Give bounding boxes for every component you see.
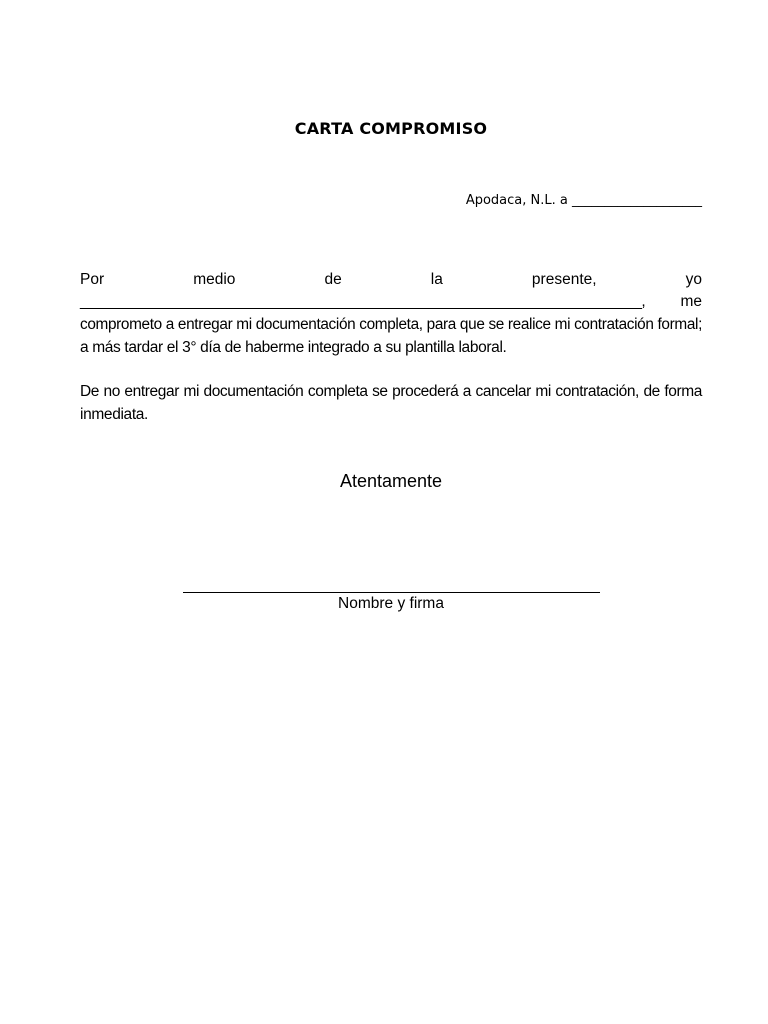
paragraph-line-1 xyxy=(80,269,702,291)
word: medio xyxy=(193,271,236,288)
paragraph-line-4: a más tardar el 3° día de haberme integrado a su plantilla laboral. xyxy=(80,339,507,356)
word: me xyxy=(680,293,702,310)
commitment-paragraph xyxy=(80,269,702,359)
signature-label: Nombre y firma xyxy=(338,595,444,612)
word: de xyxy=(324,271,342,288)
document-title: CARTA COMPROMISO xyxy=(294,119,488,138)
closing-text: Atentamente xyxy=(339,471,443,491)
word: presente, xyxy=(531,271,597,288)
paragraph-line-1: De no entregar mi documentación completa se procederá a cancelar mi contratación, de forma xyxy=(80,383,702,400)
signature-line xyxy=(183,592,600,593)
word: la xyxy=(430,271,443,288)
paragraph-line-3: comprometo a entregar mi documentación completa, para que se realice mi contratación formal; xyxy=(80,316,702,333)
word: yo xyxy=(685,271,702,288)
place-date-line: Apodaca, N.L. a ____________________ xyxy=(465,193,702,208)
name-blank: ______________________________________________________________________, xyxy=(80,293,646,310)
word: Por xyxy=(80,271,105,288)
paragraph-line-2 xyxy=(80,291,702,313)
paragraph-line-2: inmediata. xyxy=(80,406,149,423)
consequence-paragraph xyxy=(80,380,702,426)
